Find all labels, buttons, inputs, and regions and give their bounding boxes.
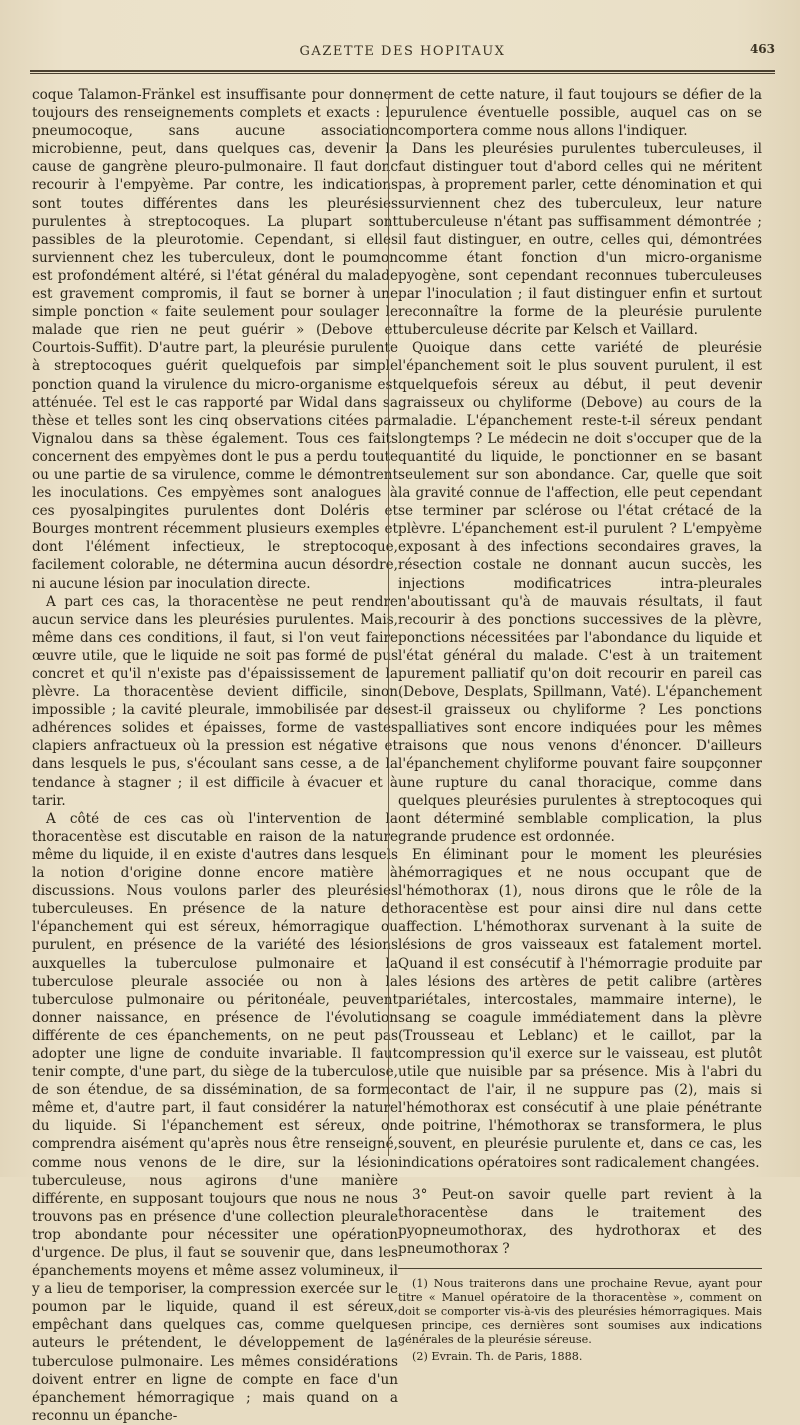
paragraph: En éliminant pour le moment les pleurésies hémorragiques et ne nous occupant que de l'hémothorax (1), nous dirons que le rôle de la thoracentèse est pour ainsi dire nul dans cette affection. L'hémothorax survenant à la suite de lésions de gros vaisseaux est fatalement mortel. Quand il est consécutif à l'hémorragie produite par les lésions des artères de petit calibre (artères pariétales, intercostales, mammaire interne), le sang se coagule immédiatement dans la plèvre (Trousseau et Leblanc) et le caillot, par la compression qu'il exerce sur le vaisseau, est plutôt utile que nuisible par sa présence. Mis à l'abri du contact de l'air, il ne suppure pas (2), mais si l'hémothorax est consécutif à une plaie pénétrante de poitrine, l'hémothorax se transformera, le plus souvent, en pleurésie purulente et, dans ce cas, les indications opératoires sont radicalement changées. [398,846,762,1171]
footnote-rule [398,1268,762,1269]
footnote: (1) Nous traiterons dans une prochaine Revue, ayant pour titre « Manuel opératoire de la thoracentèse », comment on doit se comporter vis-à-vis des pleurésies hémorragiques. Mais en principe, ces dernières sont soumises aux indications générales de la pleurésie séreuse. [398,1277,762,1346]
footnotes [398,1277,762,1364]
paragraph: Quoique dans cette variété de pleurésie l'épanchement soit le plus souvent purulent, il est quelquefois séreux au début, il peut devenir graisseux ou chyliforme (Debove) au cours de la maladie. L'épanchement reste-t-il séreux pendant longtemps ? Le médecin ne doit s'occuper que de la quantité du liquide, le ponctionner en se basant seulement sur son abondance. Car, quelle que soit la gravité connue de l'affection, elle peut cependant se terminer par sclérose ou l'état crétacé de la plèvre. L'épanchement est-il purulent ? L'empyème exposant à des infections secondaires graves, la résection costale ne donnant aucun succès, les injections modificatrices intra-pleurales n'aboutissant qu'à de mauvais résultats, il faut recourir à des ponctions successives de la plèvre, ponctions nécessitées par l'abondance du liquide et l'état général du malade. C'est à un traitement purement palliatif qu'on doit recourir en pareil cas (Debove, Desplats, Spillmann, Vaté). L'épanchement est-il graisseux ou chyliforme ? Les ponctions palliatives sont encore indiquées pour les mêmes raisons que nous venons d'énoncer. D'ailleurs l'épanchement chyliforme pouvant faire soupçonner une rupture du canal thoracique, comme dans quelques pleurésies purulentes à streptocoques qui ont déterminé semblable complication, la plus grande prudence est ordonnée. [398,340,762,845]
footnote: (2) Evrain. Th. de Paris, 1888. [412,1350,583,1363]
paragraph: coque Talamon-Fränkel est insuffisante pour donner toujours des renseignements complets et exacts : le pneumocoque, sans aucune association microbienne, peut, dans quelques cas, devenir la cause de gangrène pleuro-pulmonaire. Il faut donc recourir à l'empyème. Par contre, les indications sont toutes différentes dans les pleurésies purulentes à streptocoques. La plupart sont passibles de la pleurotomie. Cependant, si elles surviennent chez les tuberculeux, dont le poumon est profondément altéré, si l'état général du malade est gravement compromis, il faut se borner à une simple ponction « faite seulement pour soulager le malade que rien ne peut guérir » (Debove et Courtois-Suffit). D'autre part, la pleurésie purulente à streptocoques guérit quelquefois par simple ponction quand la virulence du micro-organisme est atténuée. Tel est le cas rapporté par Widal dans sa thèse et telles sont les cinq observations citées par Vignalou dans sa thèse également. Tous ces faits concernent des empyèmes dont le pus a perdu toute ou une partie de sa virulence, comme le démontrent les inoculations. Ces empyèmes sont analogues à ces pyosalpingites purulentes dont Doléris et Bourges montrent récemment plusieurs exemples et dont l'élément infectieux, le streptocoque, facilement colorable, ne détermina aucun désordre, ni aucune lésion par inoculation directe. [32,87,398,592]
right-column [398,86,762,1364]
paragraph: A part ces cas, la thoracentèse ne peut rendre aucun service dans les pleurésies purulentes. Mais, même dans ces conditions, il faut, si l'on veut faire œuvre utile, que le liquide ne soit pas formé de pus concret et qu'il n'existe pas d'épaississement de la plèvre. La thoracentèse devient difficile, sinon impossible ; la cavité pleurale, immobilisée par des adhérences solides et épaisses, forme de vastes clapiers anfractueux où la pression est négative et dans lesquels le pus, s'écoulant sans cesse, a de la tendance à stagner ; il est difficile à évacuer et à tarir. [32,593,398,809]
page-header [30,40,775,70]
paragraph: ment de cette nature, il faut toujours se défier de la purulence éventuelle possible, auquel cas on se comportera comme nous allons l'indiquer. [398,87,762,140]
journal-title: GAZETTE DES HOPITAUX [299,44,506,59]
header-rule [30,70,775,74]
paragraph: Dans les pleurésies purulentes tuberculeuses, il faut distinguer tout d'abord celles qui ne méritent pas, à proprement parler, cette dénomination et qui surviennent chez des tuberculeux, leur nature tuberculeuse n'étant pas suffisamment démontrée ; il faut distinguer, en outre, celles qui, démontrées comme étant fonction d'un micro-organisme pyogène, sont cependant reconnues tuberculeuses par l'inoculation ; il faut distinguer enfin et surtout reconnaître la forme de la pleurésie purulente tuberculeuse décrite par Kelsch et Vaillard. [398,141,762,339]
section-question: 3° Peut-on savoir quelle part revient à la thoracentèse dans le traitement des pyopneumothorax, des hydrothorax et des pneumothorax ? [398,1186,762,1257]
column-divider [388,96,389,1156]
page-number: 463 [749,42,775,56]
paragraph: A côté de ces cas où l'intervention de la thoracentèse est discutable en raison de la nature même du liquide, il en existe d'autres dans lesquels la notion d'origine donne encore matière à discussions. Nous voulons parler des pleurésies tuberculeuses. En présence de la nature de l'épanchement qui est séreux, hémorragique ou purulent, en présence de la variété des lésions auxquelles la tuberculose pulmonaire et la tuberculose pleurale associée ou non à la tuberculose pulmonaire ou péritonéale, peuvent donner naissance, en présence de l'évolution différente de ces épanchements, on ne peut pas adopter une ligne de conduite invariable. Il faut tenir compte, d'une part, du siège de la tuberculose, de son étendue, de sa dissémination, de sa forme même et, d'autre part, il faut considérer la nature du liquide. Si l'épanchement est séreux, on comprendra aisément qu'après nous être renseigné, comme nous venons de le dire, sur la lésion tuberculeuse, nous agirons d'une manière différente, en supposant toujours que nous ne nous trouvons pas en présence d'une collection pleurale trop abondante pour nécessiter une opération d'urgence. De plus, il faut se souvenir que, dans les épanchements moyens et même assez volumineux, il y a lieu de temporiser, la compression exercée sur le poumon par le liquide, quand il est séreux, empêchant dans quelques cas, comme quelques auteurs le prétendent, le développement de la tuberculose pulmonaire. Les mêmes considérations doivent entrer en ligne de compte en face d'un épanchement hémorragique ; mais quand on a reconnu un épanche- [32,810,398,1424]
left-column [32,86,398,1425]
